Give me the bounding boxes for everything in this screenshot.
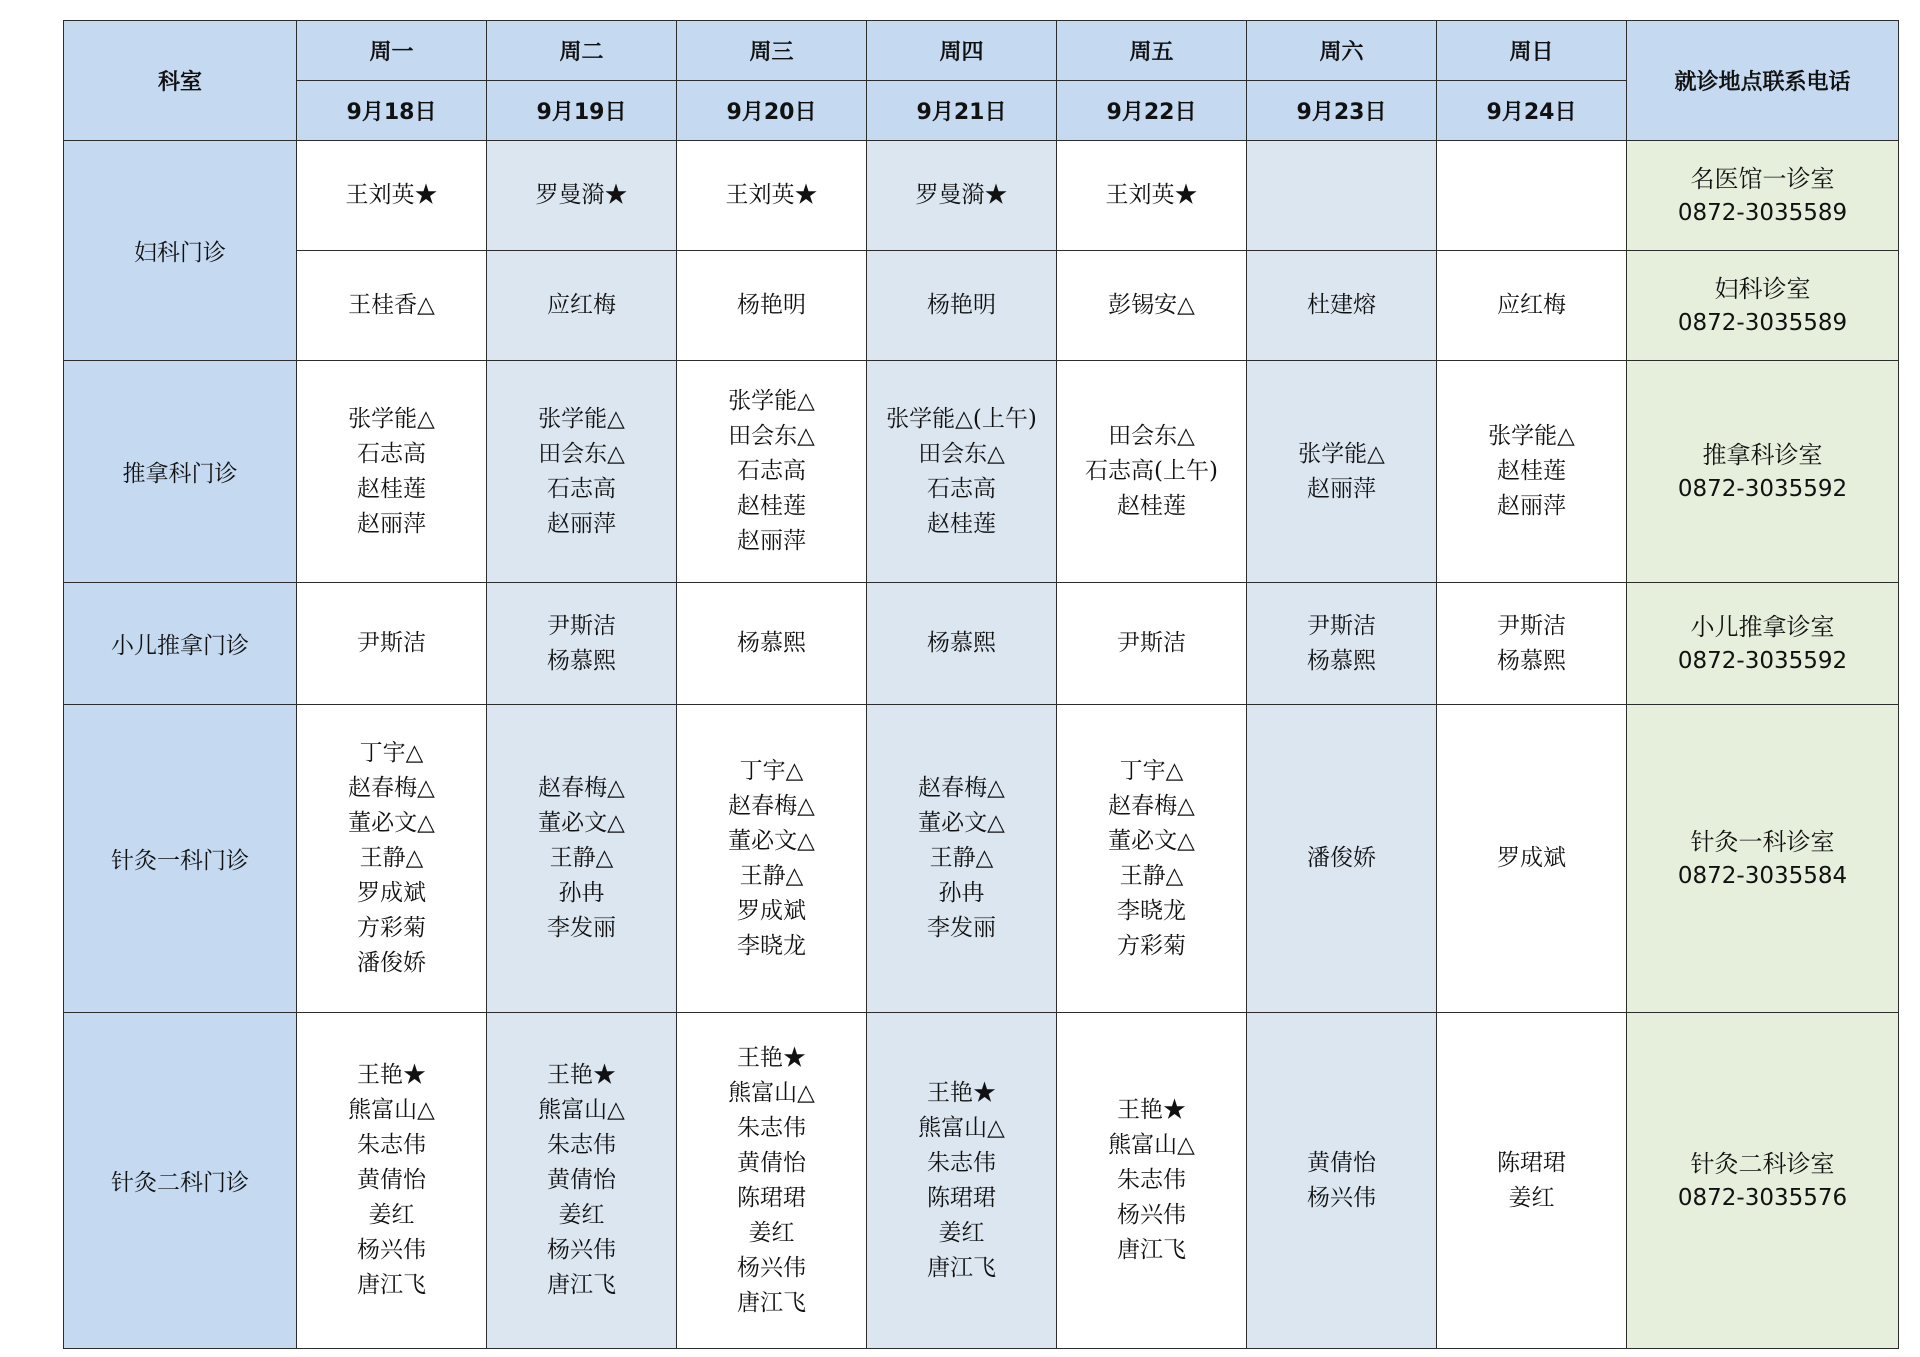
doctor-name: 尹斯洁 bbox=[1117, 630, 1186, 656]
doctor-cell bbox=[867, 705, 1057, 1013]
doctor-name: 姜红 bbox=[748, 1219, 795, 1246]
doctor-name: 方彩菊 bbox=[1117, 932, 1186, 959]
doctor-cell bbox=[1057, 361, 1247, 583]
doctor-name: 熊富山△ bbox=[728, 1079, 815, 1106]
doctor-name: 熊富山△ bbox=[348, 1097, 435, 1123]
clinic-room: 推拿科诊室 bbox=[1702, 440, 1823, 469]
doctor-cell bbox=[1247, 141, 1437, 251]
doctor-name: 杨兴伟 bbox=[737, 1254, 806, 1281]
clinic-room: 妇科诊室 bbox=[1714, 274, 1811, 303]
doctor-name: 王静△ bbox=[1119, 862, 1184, 889]
doctor-name: 姜红 bbox=[368, 1202, 415, 1228]
department-name: 针灸一科门诊 bbox=[64, 705, 297, 1013]
doctor-name: 张学能△ bbox=[538, 405, 625, 432]
schedule-row bbox=[64, 705, 1899, 1013]
location-contact-cell bbox=[1627, 705, 1899, 1013]
doctor-cell bbox=[487, 1013, 677, 1349]
doctor-name: 唐江飞 bbox=[357, 1272, 426, 1298]
doctor-cell bbox=[677, 361, 867, 583]
doctor-cell bbox=[677, 141, 867, 251]
doctor-name: 王艳★ bbox=[737, 1044, 806, 1071]
weekday-header: 周日 bbox=[1437, 21, 1627, 81]
clinic-room: 针灸一科诊室 bbox=[1690, 827, 1835, 856]
doctor-name: 方彩菊 bbox=[357, 915, 426, 941]
doctor-name: 王艳★ bbox=[547, 1062, 616, 1088]
doctor-name: 董必文△ bbox=[918, 810, 1005, 836]
doctor-name: 杨艳明 bbox=[927, 292, 996, 318]
doctor-name: 罗成斌 bbox=[1497, 845, 1566, 871]
doctor-cell bbox=[677, 1013, 867, 1349]
weekday-header: 周四 bbox=[867, 21, 1057, 81]
doctor-name: 李晓龙 bbox=[1117, 897, 1186, 924]
doctor-name: 杨兴伟 bbox=[1307, 1184, 1376, 1211]
doctor-name: 杨慕熙 bbox=[737, 630, 806, 656]
doctor-name: 杨慕熙 bbox=[927, 630, 996, 656]
doctor-name: 熊富山△ bbox=[538, 1097, 625, 1123]
doctor-name: 丁宇△ bbox=[1119, 757, 1184, 784]
doctor-name: 王桂香△ bbox=[348, 292, 435, 318]
date-header: 9月20日 bbox=[677, 81, 867, 141]
doctor-name: 赵春梅△ bbox=[918, 775, 1005, 801]
doctor-name: 赵丽萍 bbox=[737, 528, 806, 554]
doctor-name: 尹斯洁 bbox=[357, 630, 426, 656]
contact-phone: 0872-3035592 bbox=[1677, 475, 1848, 502]
department-name: 小儿推拿门诊 bbox=[64, 583, 297, 705]
doctor-name: 杨兴伟 bbox=[1117, 1202, 1186, 1228]
doctor-cell bbox=[1057, 705, 1247, 1013]
doctor-name: 王艳★ bbox=[1117, 1097, 1186, 1123]
table-body bbox=[64, 141, 1899, 1349]
doctor-name: 丁宇△ bbox=[739, 757, 804, 784]
doctor-cell bbox=[677, 251, 867, 361]
doctor-name: 杨慕熙 bbox=[547, 647, 616, 674]
doctor-name: 石志高(上午) bbox=[1085, 458, 1218, 484]
doctor-name: 李晓龙 bbox=[737, 932, 806, 959]
department-name: 推拿科门诊 bbox=[64, 361, 297, 583]
doctor-cell bbox=[1247, 361, 1437, 583]
location-contact-cell bbox=[1627, 251, 1899, 361]
location-contact-cell bbox=[1627, 141, 1899, 251]
doctor-name: 熊富山△ bbox=[1108, 1132, 1195, 1158]
doctor-name: 赵春梅△ bbox=[728, 792, 815, 819]
doctor-name: 孙冉 bbox=[558, 880, 605, 906]
date-header-row bbox=[64, 81, 1899, 141]
doctor-cell bbox=[1247, 251, 1437, 361]
doctor-name: 赵桂莲 bbox=[1117, 493, 1186, 519]
doctor-name: 田会东△ bbox=[1108, 423, 1195, 449]
doctor-cell bbox=[1247, 705, 1437, 1013]
contact-phone: 0872-3035592 bbox=[1677, 647, 1848, 674]
doctor-name: 石志高 bbox=[737, 458, 806, 484]
date-header: 9月23日 bbox=[1247, 81, 1437, 141]
doctor-name: 潘俊娇 bbox=[1307, 845, 1376, 871]
doctor-name: 应红梅 bbox=[1497, 292, 1566, 318]
table-header bbox=[64, 21, 1899, 141]
doctor-name: 黄倩怡 bbox=[357, 1167, 426, 1193]
doctor-name: 田会东△ bbox=[538, 440, 625, 467]
doctor-cell bbox=[487, 583, 677, 705]
doctor-cell bbox=[487, 251, 677, 361]
weekday-header: 周一 bbox=[297, 21, 487, 81]
doctor-name: 王艳★ bbox=[927, 1079, 996, 1106]
doctor-name: 罗曼漪★ bbox=[535, 182, 628, 208]
doctor-name: 王静△ bbox=[929, 845, 994, 871]
doctor-name: 孙冉 bbox=[938, 880, 985, 906]
doctor-name: 石志高 bbox=[357, 440, 426, 467]
doctor-name: 陈珺珺 bbox=[927, 1184, 996, 1211]
doctor-cell bbox=[1057, 1013, 1247, 1349]
contact-phone: 0872-3035584 bbox=[1677, 862, 1848, 889]
doctor-name: 朱志伟 bbox=[357, 1132, 426, 1158]
doctor-name: 董必文△ bbox=[1108, 827, 1195, 854]
doctor-name: 赵丽萍 bbox=[547, 510, 616, 537]
doctor-cell bbox=[1057, 141, 1247, 251]
doctor-cell bbox=[297, 361, 487, 583]
doctor-name: 朱志伟 bbox=[927, 1149, 996, 1176]
doctor-name: 王艳★ bbox=[357, 1062, 426, 1088]
doctor-name: 黄倩怡 bbox=[547, 1167, 616, 1193]
weekday-header-row bbox=[64, 21, 1899, 81]
contact-phone: 0872-3035576 bbox=[1677, 1184, 1848, 1211]
doctor-name: 张学能△ bbox=[728, 388, 815, 414]
schedule-row bbox=[64, 1013, 1899, 1349]
doctor-cell bbox=[867, 361, 1057, 583]
doctor-name: 赵丽萍 bbox=[1497, 493, 1566, 519]
doctor-name: 杜建熔 bbox=[1307, 292, 1376, 318]
doctor-cell bbox=[487, 361, 677, 583]
doctor-name: 姜红 bbox=[938, 1219, 985, 1246]
doctor-name: 黄倩怡 bbox=[1307, 1149, 1376, 1176]
doctor-name: 姜红 bbox=[558, 1202, 605, 1228]
date-header: 9月24日 bbox=[1437, 81, 1627, 141]
doctor-cell bbox=[1437, 583, 1627, 705]
doctor-cell bbox=[1247, 1013, 1437, 1349]
doctor-name: 王静△ bbox=[739, 862, 804, 889]
date-header: 9月22日 bbox=[1057, 81, 1247, 141]
doctor-name: 杨兴伟 bbox=[547, 1237, 616, 1263]
doctor-cell bbox=[1057, 583, 1247, 705]
doctor-name: 熊富山△ bbox=[918, 1114, 1005, 1141]
doctor-name: 朱志伟 bbox=[737, 1114, 806, 1141]
doctor-name: 董必文△ bbox=[728, 827, 815, 854]
doctor-name: 潘俊娇 bbox=[357, 950, 426, 976]
doctor-name: 赵桂莲 bbox=[1497, 458, 1566, 484]
doctor-cell bbox=[487, 141, 677, 251]
doctor-name: 唐江飞 bbox=[737, 1289, 806, 1316]
doctor-name: 赵桂莲 bbox=[737, 493, 806, 519]
doctor-name: 赵丽萍 bbox=[1307, 475, 1376, 502]
doctor-name: 张学能△ bbox=[348, 405, 435, 432]
doctor-name: 赵春梅△ bbox=[538, 775, 625, 801]
doctor-cell bbox=[1437, 361, 1627, 583]
dept-column-header: 科室 bbox=[64, 21, 297, 141]
location-column-header: 就诊地点联系电话 bbox=[1627, 21, 1899, 141]
doctor-name: 陈珺珺 bbox=[737, 1184, 806, 1211]
doctor-name: 赵桂莲 bbox=[357, 475, 426, 502]
doctor-name: 姜红 bbox=[1508, 1184, 1555, 1211]
doctor-name: 董必文△ bbox=[348, 810, 435, 836]
doctor-name: 王刘英★ bbox=[725, 182, 818, 208]
duty-schedule-table bbox=[63, 20, 1899, 1349]
doctor-name: 赵春梅△ bbox=[348, 775, 435, 801]
doctor-cell bbox=[867, 583, 1057, 705]
clinic-room: 名医馆一诊室 bbox=[1690, 164, 1835, 193]
doctor-cell bbox=[297, 1013, 487, 1349]
doctor-cell bbox=[1247, 583, 1437, 705]
doctor-name: 赵春梅△ bbox=[1108, 792, 1195, 819]
doctor-name: 董必文△ bbox=[538, 810, 625, 836]
doctor-cell bbox=[677, 583, 867, 705]
schedule-row bbox=[64, 251, 1899, 361]
doctor-cell bbox=[297, 251, 487, 361]
doctor-name: 丁宇△ bbox=[359, 740, 424, 766]
doctor-name: 王静△ bbox=[549, 845, 614, 871]
doctor-name: 唐江飞 bbox=[927, 1254, 996, 1281]
doctor-name: 王刘英★ bbox=[1105, 182, 1198, 208]
weekday-header: 周六 bbox=[1247, 21, 1437, 81]
doctor-name: 尹斯洁 bbox=[547, 612, 616, 639]
doctor-name: 赵桂莲 bbox=[927, 510, 996, 537]
date-header: 9月18日 bbox=[297, 81, 487, 141]
doctor-name: 张学能△ bbox=[1488, 423, 1575, 449]
doctor-name: 应红梅 bbox=[547, 292, 616, 318]
doctor-name: 李发丽 bbox=[927, 915, 996, 941]
doctor-name: 尹斯洁 bbox=[1307, 612, 1376, 639]
location-contact-cell bbox=[1627, 583, 1899, 705]
location-contact-cell bbox=[1627, 361, 1899, 583]
weekday-header: 周二 bbox=[487, 21, 677, 81]
doctor-cell bbox=[1057, 251, 1247, 361]
doctor-name: 张学能△(上午) bbox=[886, 405, 1037, 432]
doctor-name: 田会东△ bbox=[918, 440, 1005, 467]
weekday-header: 周五 bbox=[1057, 21, 1247, 81]
schedule-row bbox=[64, 583, 1899, 705]
contact-phone: 0872-3035589 bbox=[1677, 199, 1848, 226]
doctor-name: 王静△ bbox=[359, 845, 424, 871]
doctor-name: 田会东△ bbox=[728, 423, 815, 449]
doctor-cell bbox=[867, 1013, 1057, 1349]
doctor-name: 唐江飞 bbox=[1117, 1237, 1186, 1263]
date-header: 9月21日 bbox=[867, 81, 1057, 141]
clinic-room: 小儿推拿诊室 bbox=[1690, 612, 1835, 641]
schedule-row bbox=[64, 141, 1899, 251]
doctor-name: 杨兴伟 bbox=[357, 1237, 426, 1263]
doctor-cell bbox=[297, 705, 487, 1013]
doctor-name: 杨艳明 bbox=[737, 292, 806, 318]
doctor-cell bbox=[297, 583, 487, 705]
doctor-cell bbox=[1437, 1013, 1627, 1349]
date-header: 9月19日 bbox=[487, 81, 677, 141]
doctor-name: 黄倩怡 bbox=[737, 1149, 806, 1176]
doctor-cell bbox=[297, 141, 487, 251]
doctor-cell bbox=[867, 141, 1057, 251]
doctor-name: 罗成斌 bbox=[357, 880, 426, 906]
doctor-name: 唐江飞 bbox=[547, 1272, 616, 1298]
weekday-header: 周三 bbox=[677, 21, 867, 81]
clinic-room: 针灸二科诊室 bbox=[1690, 1149, 1835, 1178]
doctor-name: 王刘英★ bbox=[345, 182, 438, 208]
department-name: 针灸二科门诊 bbox=[64, 1013, 297, 1349]
doctor-name: 赵丽萍 bbox=[357, 510, 426, 537]
department-name: 妇科门诊 bbox=[64, 141, 297, 361]
doctor-name: 罗曼漪★ bbox=[915, 182, 1008, 208]
doctor-name: 彭锡安△ bbox=[1108, 292, 1195, 318]
doctor-name: 张学能△ bbox=[1298, 440, 1385, 467]
doctor-name: 罗成斌 bbox=[737, 897, 806, 924]
doctor-cell bbox=[1437, 705, 1627, 1013]
doctor-name: 石志高 bbox=[927, 475, 996, 502]
doctor-cell bbox=[487, 705, 677, 1013]
doctor-cell bbox=[677, 705, 867, 1013]
contact-phone: 0872-3035589 bbox=[1677, 309, 1848, 336]
doctor-name: 石志高 bbox=[547, 475, 616, 502]
doctor-name: 李发丽 bbox=[547, 915, 616, 941]
doctor-name: 杨慕熙 bbox=[1497, 647, 1566, 674]
schedule-row bbox=[64, 361, 1899, 583]
doctor-name: 陈珺珺 bbox=[1497, 1149, 1566, 1176]
doctor-cell bbox=[867, 251, 1057, 361]
doctor-name: 朱志伟 bbox=[1117, 1167, 1186, 1193]
doctor-cell bbox=[1437, 251, 1627, 361]
doctor-name: 尹斯洁 bbox=[1497, 612, 1566, 639]
doctor-cell bbox=[1437, 141, 1627, 251]
doctor-name: 朱志伟 bbox=[547, 1132, 616, 1158]
doctor-name: 杨慕熙 bbox=[1307, 647, 1376, 674]
location-contact-cell bbox=[1627, 1013, 1899, 1349]
